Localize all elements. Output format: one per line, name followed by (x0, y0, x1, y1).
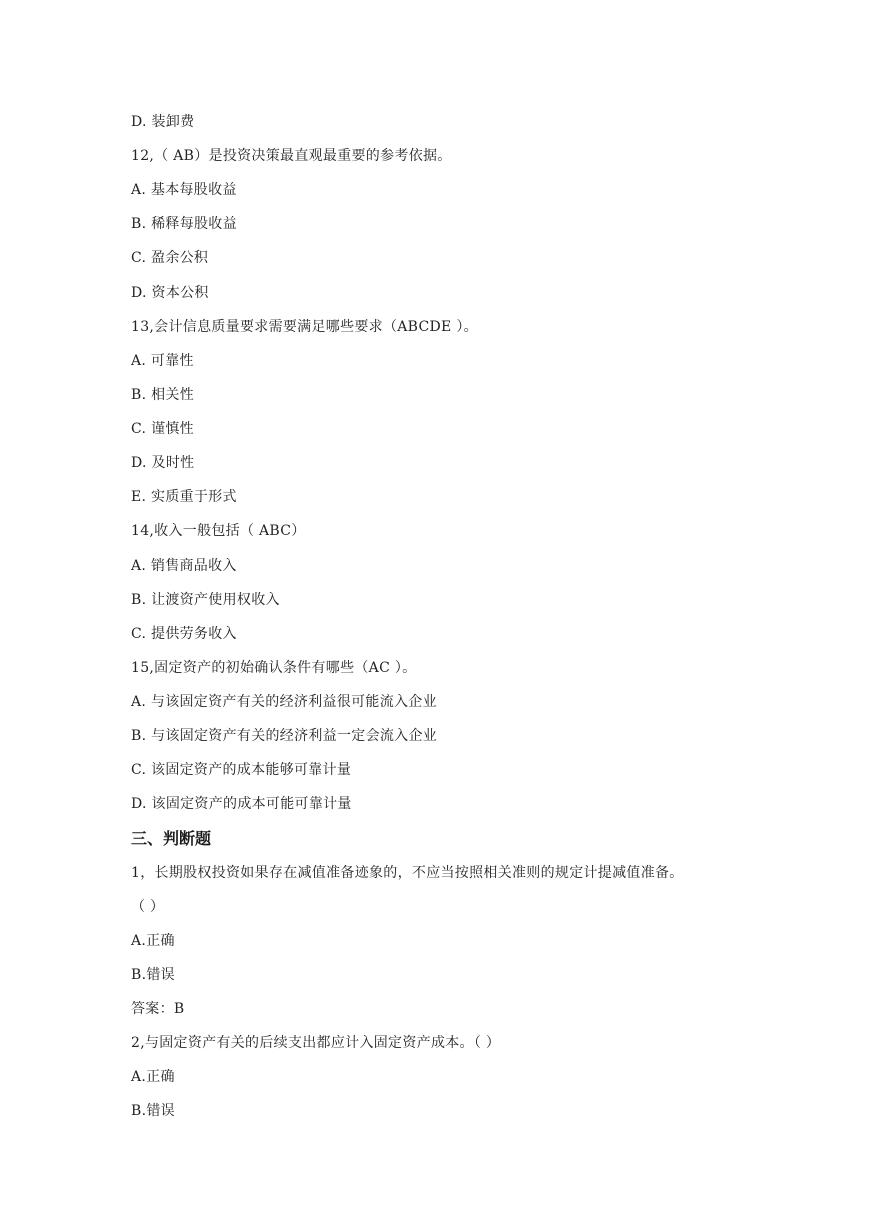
q14-option-b: B. 让渡资产使用权收入 (131, 592, 280, 608)
q12-option-c: C. 盈余公积 (131, 250, 209, 266)
q12-option-a: A. 基本每股收益 (131, 182, 237, 198)
q15-option-b: B. 与该固定资产有关的经济利益一定会流入企业 (131, 728, 438, 744)
q13-question: 13,会计信息质量要求需要满足哪些要求（ABCDE ）。 (131, 319, 478, 335)
q12-question: 12,（ AB）是投资决策最直观最重要的参考依据。 (131, 148, 452, 164)
q13-option-d: D. 及时性 (131, 455, 195, 471)
q11-option-d: D. 装卸费 (131, 114, 195, 130)
section-heading-true-false: 三、判断题 (131, 829, 212, 848)
q15-option-c: C. 该固定资产的成本能够可靠计量 (131, 762, 352, 778)
q12-option-b: B. 稀释每股收益 (131, 216, 237, 232)
q12-option-d: D. 资本公积 (131, 285, 209, 301)
tf2-question: 2,与固定资产有关的后续支出都应计入固定资产成本。（ ） (131, 1035, 501, 1051)
q13-option-b: B. 相关性 (131, 387, 194, 403)
tf2-option-b: B.错误 (131, 1103, 175, 1119)
q14-option-a: A. 销售商品收入 (131, 558, 237, 574)
q14-option-c: C. 提供劳务收入 (131, 626, 237, 642)
q15-question: 15,固定资产的初始确认条件有哪些（AC ）。 (131, 660, 417, 676)
tf1-option-b: B.错误 (131, 967, 175, 983)
tf1-answer: 答案：B (131, 1001, 185, 1017)
q15-option-a: A. 与该固定资产有关的经济利益很可能流入企业 (131, 694, 437, 710)
tf1-option-a: A.正确 (131, 933, 175, 949)
q15-option-d: D. 该固定资产的成本可能可靠计量 (131, 796, 352, 812)
q13-option-e: E. 实质重于形式 (131, 489, 237, 505)
tf2-option-a: A.正确 (131, 1069, 175, 1085)
tf1-question-blank: （ ） (131, 899, 165, 915)
q14-question: 14,收入一般包括（ ABC） (131, 523, 306, 539)
tf1-question: 1，长期股权投资如果存在减值准备迹象的，不应当按照相关准则的规定计提减值准备。 (131, 865, 684, 881)
q13-option-a: A. 可靠性 (131, 353, 194, 369)
q13-option-c: C. 谨慎性 (131, 421, 194, 437)
